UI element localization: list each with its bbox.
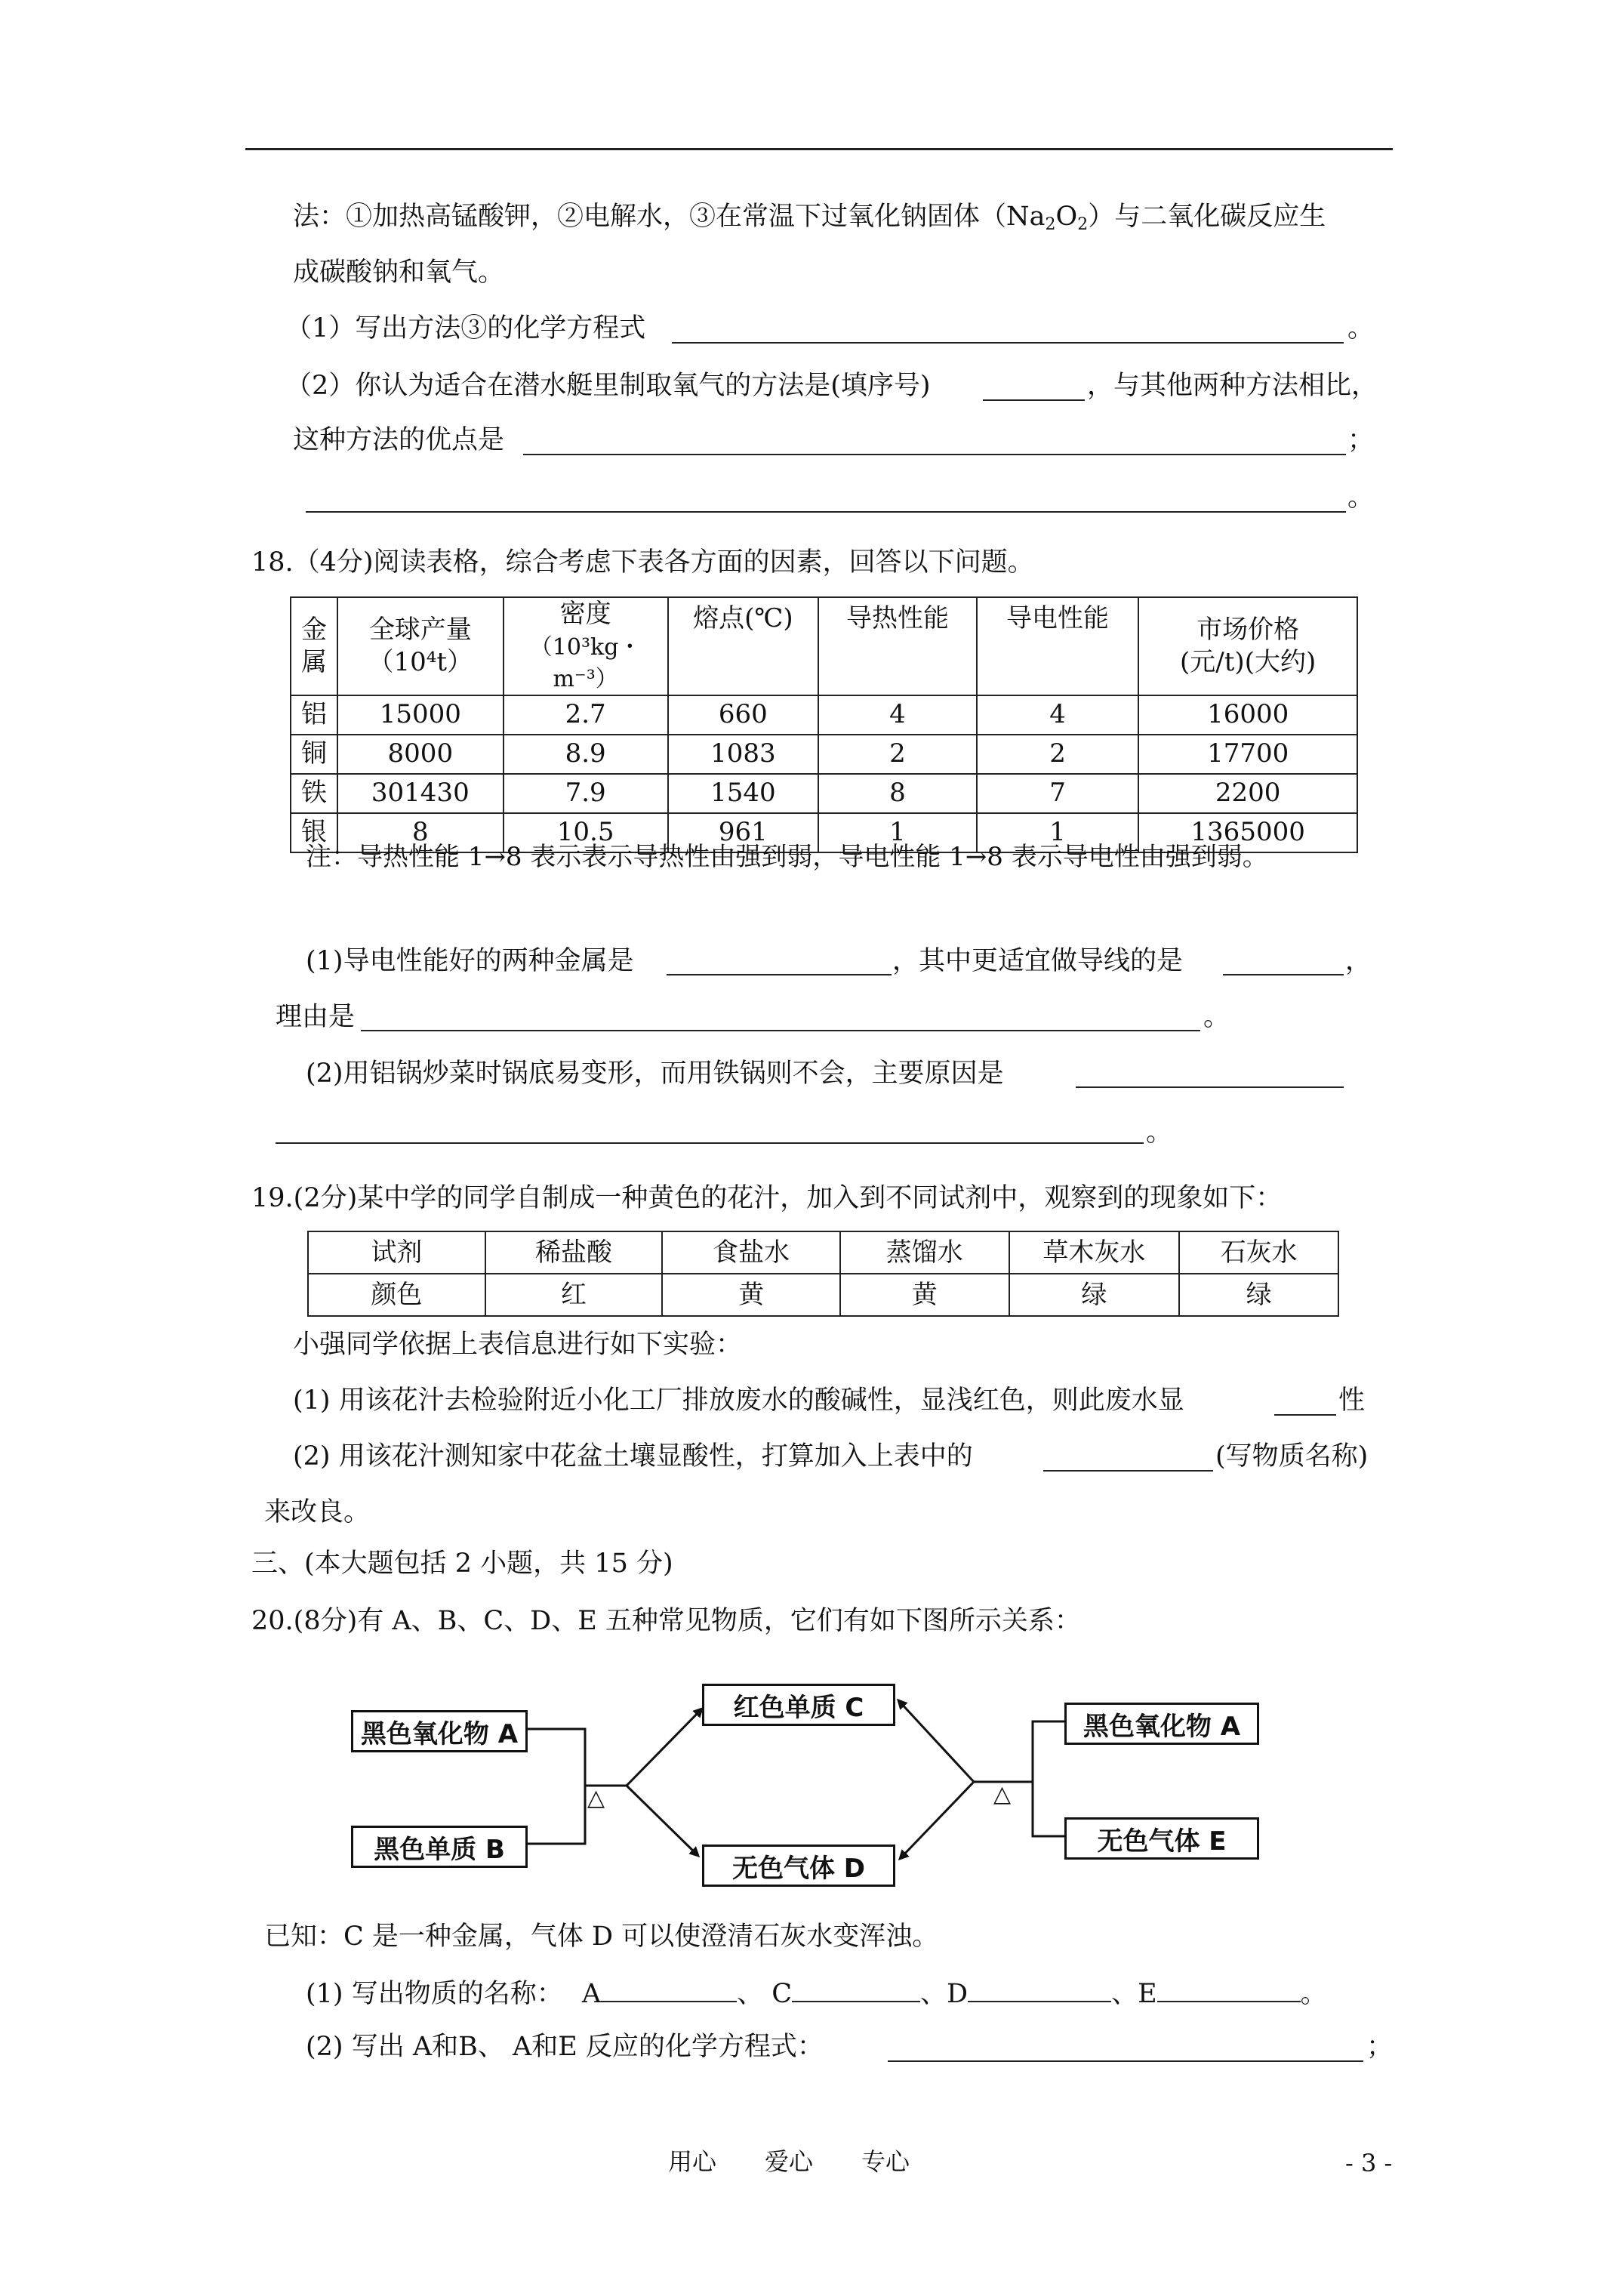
- cell: 4: [818, 695, 977, 735]
- arrow-to-c-right: [898, 1700, 974, 1782]
- cell: 1: [818, 813, 977, 852]
- box-black-oxide-a-right: 黑色氧化物 A: [1064, 1703, 1259, 1745]
- punct: ；: [1366, 2032, 1394, 2062]
- paragraph-line: 成碳酸钠和氧气。: [293, 257, 505, 288]
- question-19-2b: 来改良。: [264, 1497, 371, 1527]
- header-cell: 金 属: [291, 597, 337, 695]
- heat-symbol-right: △: [993, 1781, 1012, 1808]
- header-cell: 全球产量 （10⁴t）: [337, 597, 504, 695]
- cell: 银: [291, 813, 337, 852]
- subscript: 2: [1045, 215, 1056, 234]
- box-colorless-gas-d: 无色气体 D: [702, 1845, 895, 1887]
- arrow-to-d-left: [627, 1786, 698, 1856]
- cell: 颜色: [308, 1274, 485, 1316]
- punct: ，: [1345, 946, 1372, 976]
- footer-text: 用心 爱心 专心: [668, 2147, 910, 2176]
- punct: 。: [1347, 313, 1375, 344]
- cell: 2200: [1138, 774, 1357, 813]
- header-cell: 导电性能: [977, 597, 1139, 695]
- cell: 红: [485, 1274, 663, 1316]
- text: 法：①加热高锰酸钾，②电解水，③在常温下过氧化钠固体（Na: [293, 202, 1046, 232]
- answer-blank[interactable]: [968, 1978, 1111, 2002]
- question-17-1: （1）写出方法③的化学方程式: [285, 313, 646, 344]
- arrow-to-d-right: [900, 1782, 974, 1859]
- cell: 铝: [291, 695, 337, 735]
- cell: 7: [977, 774, 1139, 813]
- text: ）与二氧化碳反应生: [1088, 202, 1326, 232]
- question-18-title: 18.（4分)阅读表格，综合考虑下表各方面的因素，回答以下问题。: [251, 547, 1034, 578]
- header-cell: 密度 （10³kg・m⁻³）: [504, 597, 668, 695]
- cell: 961: [668, 813, 819, 852]
- answer-blank[interactable]: [1157, 1978, 1301, 2002]
- header-cell: 市场价格 (元/t)(大约): [1138, 597, 1357, 695]
- question-18-1: (1)导电性能好的两种金属是: [306, 946, 634, 976]
- table-note: 注：导热性能 1→8 表示表示导热性由强到弱，导电性能 1→8 表示导电性由强到弱。: [306, 842, 1268, 872]
- cell: 草木灰水: [1009, 1231, 1180, 1274]
- page-number: - 3 -: [1345, 2149, 1393, 2177]
- label-c: 、 C: [737, 1979, 793, 2009]
- cell: 蒸馏水: [840, 1231, 1009, 1274]
- cell: 1083: [668, 735, 819, 774]
- punct: 。: [1347, 482, 1375, 513]
- cell: 660: [668, 695, 819, 735]
- question-20-2: (2) 写出 A和B、 A和E 反应的化学方程式：: [306, 2032, 824, 2062]
- label-d: 、D: [920, 1979, 969, 2009]
- question-20-1: [306, 1978, 1327, 2008]
- punct: 性: [1338, 1385, 1366, 1416]
- cell: 铜: [291, 735, 337, 774]
- answer-blank[interactable]: [601, 1978, 737, 2002]
- question-19-intro: 小强同学依据上表信息进行如下实验：: [293, 1330, 743, 1360]
- text: O: [1055, 202, 1078, 232]
- arrow-to-c-left: [627, 1709, 702, 1786]
- question-20-title: 20.(8分)有 A、B、C、D、E 五种常见物质，它们有如下图所示关系：: [251, 1606, 1081, 1636]
- question-17-2b: 这种方法的优点是: [293, 425, 505, 455]
- cell: 2: [977, 735, 1139, 774]
- cell: 8: [337, 813, 504, 852]
- question-17-2-cont: ，与其他两种方法相比，: [1087, 371, 1378, 401]
- question-20-known: 已知：C 是一种金属，气体 D 可以使澄清石灰水变浑浊。: [264, 1922, 939, 1952]
- question-19-title: 19.(2分)某中学的同学自制成一种黄色的花汁，加入到不同试剂中，观察到的现象如下：: [251, 1183, 1283, 1213]
- question-19-2: (2) 用该花汁测知家中花盆土壤显酸性，打算加入上表中的: [293, 1441, 973, 1472]
- punct: ；: [1347, 425, 1375, 455]
- text: (1) 写出物质的名称：: [306, 1979, 563, 2009]
- left-bracket: [525, 1729, 585, 1844]
- heat-symbol-left: △: [587, 1785, 605, 1811]
- punct: 。: [1203, 1002, 1230, 1032]
- question-18-2: (2)用铝锅炒菜时锅底易变形，而用铁锅则不会，主要原因是: [306, 1059, 1004, 1089]
- question-17-2: （2）你认为适合在潜水艇里制取氧气的方法是(填序号): [285, 371, 931, 401]
- cell: 301430: [337, 774, 504, 813]
- box-red-element-c: 红色单质 C: [702, 1684, 895, 1726]
- cell: 8.9: [504, 735, 668, 774]
- cell: 绿: [1179, 1274, 1338, 1316]
- subscript: 2: [1077, 215, 1089, 234]
- cell: 稀盐酸: [485, 1231, 663, 1274]
- header-cell: 导热性能: [818, 597, 977, 695]
- label-e: 、E: [1111, 1979, 1157, 2009]
- cell: 17700: [1138, 735, 1357, 774]
- question-18-1b: 理由是: [276, 1002, 356, 1032]
- label-a: A: [581, 1979, 602, 2009]
- cell: 8: [818, 774, 977, 813]
- cell: 4: [977, 695, 1139, 735]
- box-black-element-b: 黑色单质 B: [351, 1826, 528, 1868]
- question-18-1-mid: ，其中更适宜做导线的是: [892, 946, 1184, 976]
- cell: 15000: [337, 695, 504, 735]
- cell: 绿: [1009, 1274, 1180, 1316]
- cell: 石灰水: [1179, 1231, 1338, 1274]
- punct: 。: [1146, 1117, 1173, 1148]
- box-black-oxide-a-left: 黑色氧化物 A: [351, 1710, 528, 1752]
- question-19-1: (1) 用该花汁去检验附近小化工厂排放废水的酸碱性，显浅红色，则此废水显: [293, 1385, 1184, 1416]
- cell: 2: [818, 735, 977, 774]
- cell: 16000: [1138, 695, 1357, 735]
- punct: 。: [1300, 1979, 1327, 2009]
- cell: 7.9: [504, 774, 668, 813]
- cell: 8000: [337, 735, 504, 774]
- cell: 2.7: [504, 695, 668, 735]
- header-cell: 熔点(℃): [668, 597, 819, 695]
- cell: 试剂: [308, 1231, 485, 1274]
- cell: 1365000: [1138, 813, 1357, 852]
- cell: 黄: [840, 1274, 1009, 1316]
- box-colorless-gas-e: 无色气体 E: [1064, 1817, 1259, 1860]
- answer-blank[interactable]: [792, 1978, 920, 2002]
- right-bracket: [1033, 1721, 1064, 1836]
- cell: 1540: [668, 774, 819, 813]
- question-19-2-cont: (写物质名称): [1215, 1441, 1369, 1472]
- cell: 铁: [291, 774, 337, 813]
- cell: 食盐水: [662, 1231, 840, 1274]
- cell: 1: [977, 813, 1139, 852]
- section-heading: 三、(本大题包括 2 小题，共 15 分): [251, 1549, 673, 1579]
- cell: 10.5: [504, 813, 668, 852]
- cell: 黄: [662, 1274, 840, 1316]
- answer-blank[interactable]: [888, 2060, 1363, 2062]
